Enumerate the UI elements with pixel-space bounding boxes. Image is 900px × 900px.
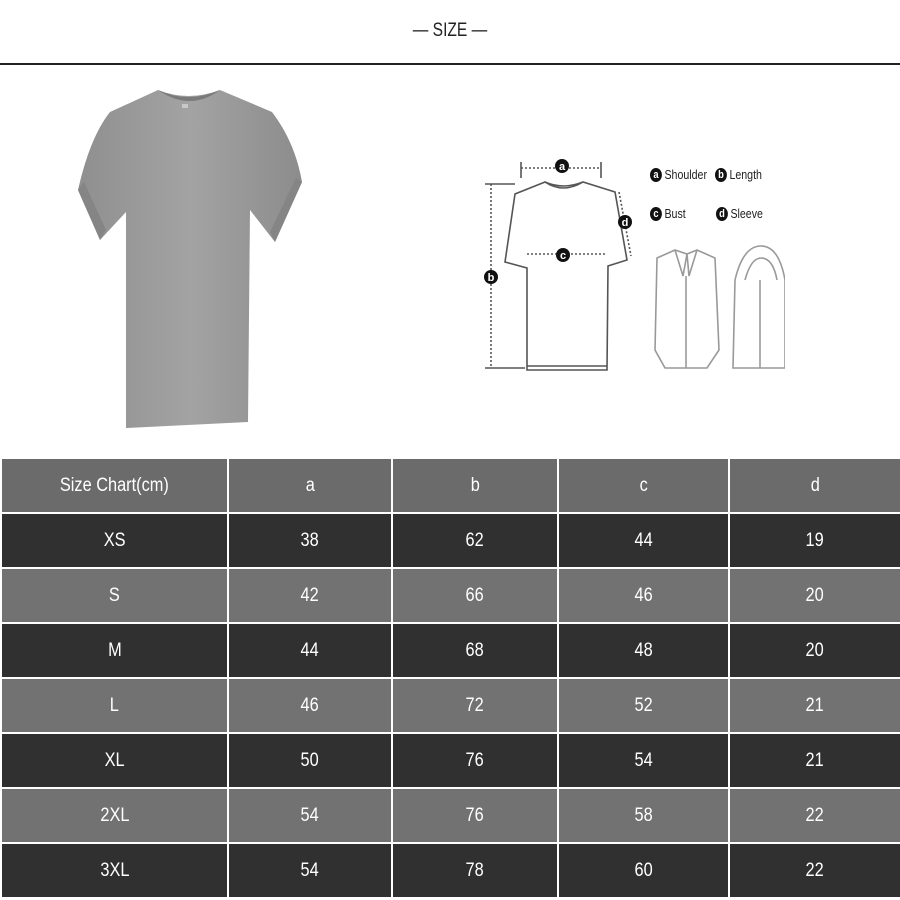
value-cell-a: 54: [228, 788, 392, 843]
size-cell: XS: [1, 513, 228, 568]
badge-c-icon: c: [650, 207, 662, 221]
value-cell-b: 62: [392, 513, 558, 568]
table-header-row: [1, 458, 900, 513]
badge-d-icon: d: [716, 207, 728, 221]
value-cell-b: 72: [392, 678, 558, 733]
value-cell-b: 68: [392, 623, 558, 678]
column-header-c: c: [558, 458, 729, 513]
table-row: [1, 623, 900, 678]
size-cell: M: [1, 623, 228, 678]
value-cell-d: 20: [729, 568, 900, 623]
value-cell-b: 76: [392, 733, 558, 788]
value-cell-d: 19: [729, 513, 900, 568]
svg-text:d: d: [621, 217, 629, 229]
legend-label: Sleeve: [730, 207, 763, 221]
value-cell-a: 54: [228, 843, 392, 898]
value-cell-c: 46: [558, 568, 729, 623]
column-header-b: b: [392, 458, 558, 513]
size-cell: 3XL: [1, 843, 228, 898]
table-row: [1, 843, 900, 898]
value-cell-c: 48: [558, 623, 729, 678]
column-header-a: a: [228, 458, 392, 513]
value-cell-d: 21: [729, 678, 900, 733]
value-cell-a: 44: [228, 623, 392, 678]
marker-b: [484, 270, 498, 284]
size-cell: 2XL: [1, 788, 228, 843]
column-header-size: Size Chart(cm): [1, 458, 228, 513]
value-cell-b: 78: [392, 843, 558, 898]
size-chart-table: [0, 457, 900, 899]
marker-c: [556, 248, 570, 262]
legend-label: Shoulder: [664, 168, 707, 182]
table-row: [1, 678, 900, 733]
tshirt-product-image: [70, 82, 310, 432]
size-cell: S: [1, 568, 228, 623]
legend-bust: [650, 207, 686, 221]
badge-a-icon: a: [650, 168, 662, 182]
value-cell-c: 54: [558, 733, 729, 788]
value-cell-a: 46: [228, 678, 392, 733]
value-cell-a: 38: [228, 513, 392, 568]
table-row: [1, 733, 900, 788]
value-cell-a: 42: [228, 568, 392, 623]
value-cell-c: 60: [558, 843, 729, 898]
size-cell: L: [1, 678, 228, 733]
size-cell: XL: [1, 733, 228, 788]
legend-sleeve: [716, 207, 763, 221]
measurement-diagram: [475, 150, 785, 380]
svg-text:c: c: [559, 250, 567, 262]
value-cell-d: 20: [729, 623, 900, 678]
legend-length: [715, 168, 762, 182]
header-divider: [0, 63, 900, 65]
value-cell-a: 50: [228, 733, 392, 788]
svg-text:b: b: [487, 272, 495, 284]
table-row: [1, 513, 900, 568]
legend-label: Bust: [664, 207, 686, 221]
value-cell-d: 22: [729, 788, 900, 843]
page-title: — SIZE —: [412, 20, 488, 41]
legend-label: Length: [729, 168, 762, 182]
value-cell-d: 21: [729, 733, 900, 788]
value-cell-d: 22: [729, 843, 900, 898]
column-header-d: d: [729, 458, 900, 513]
svg-text:a: a: [558, 161, 566, 173]
table-row: [1, 568, 900, 623]
table-row: [1, 788, 900, 843]
marker-d: [618, 215, 632, 229]
value-cell-c: 52: [558, 678, 729, 733]
value-cell-c: 58: [558, 788, 729, 843]
marker-a: [555, 159, 569, 173]
value-cell-b: 76: [392, 788, 558, 843]
badge-b-icon: b: [715, 168, 727, 182]
legend-shoulder: [650, 168, 707, 182]
page-header: [0, 0, 900, 64]
value-cell-b: 66: [392, 568, 558, 623]
value-cell-c: 44: [558, 513, 729, 568]
